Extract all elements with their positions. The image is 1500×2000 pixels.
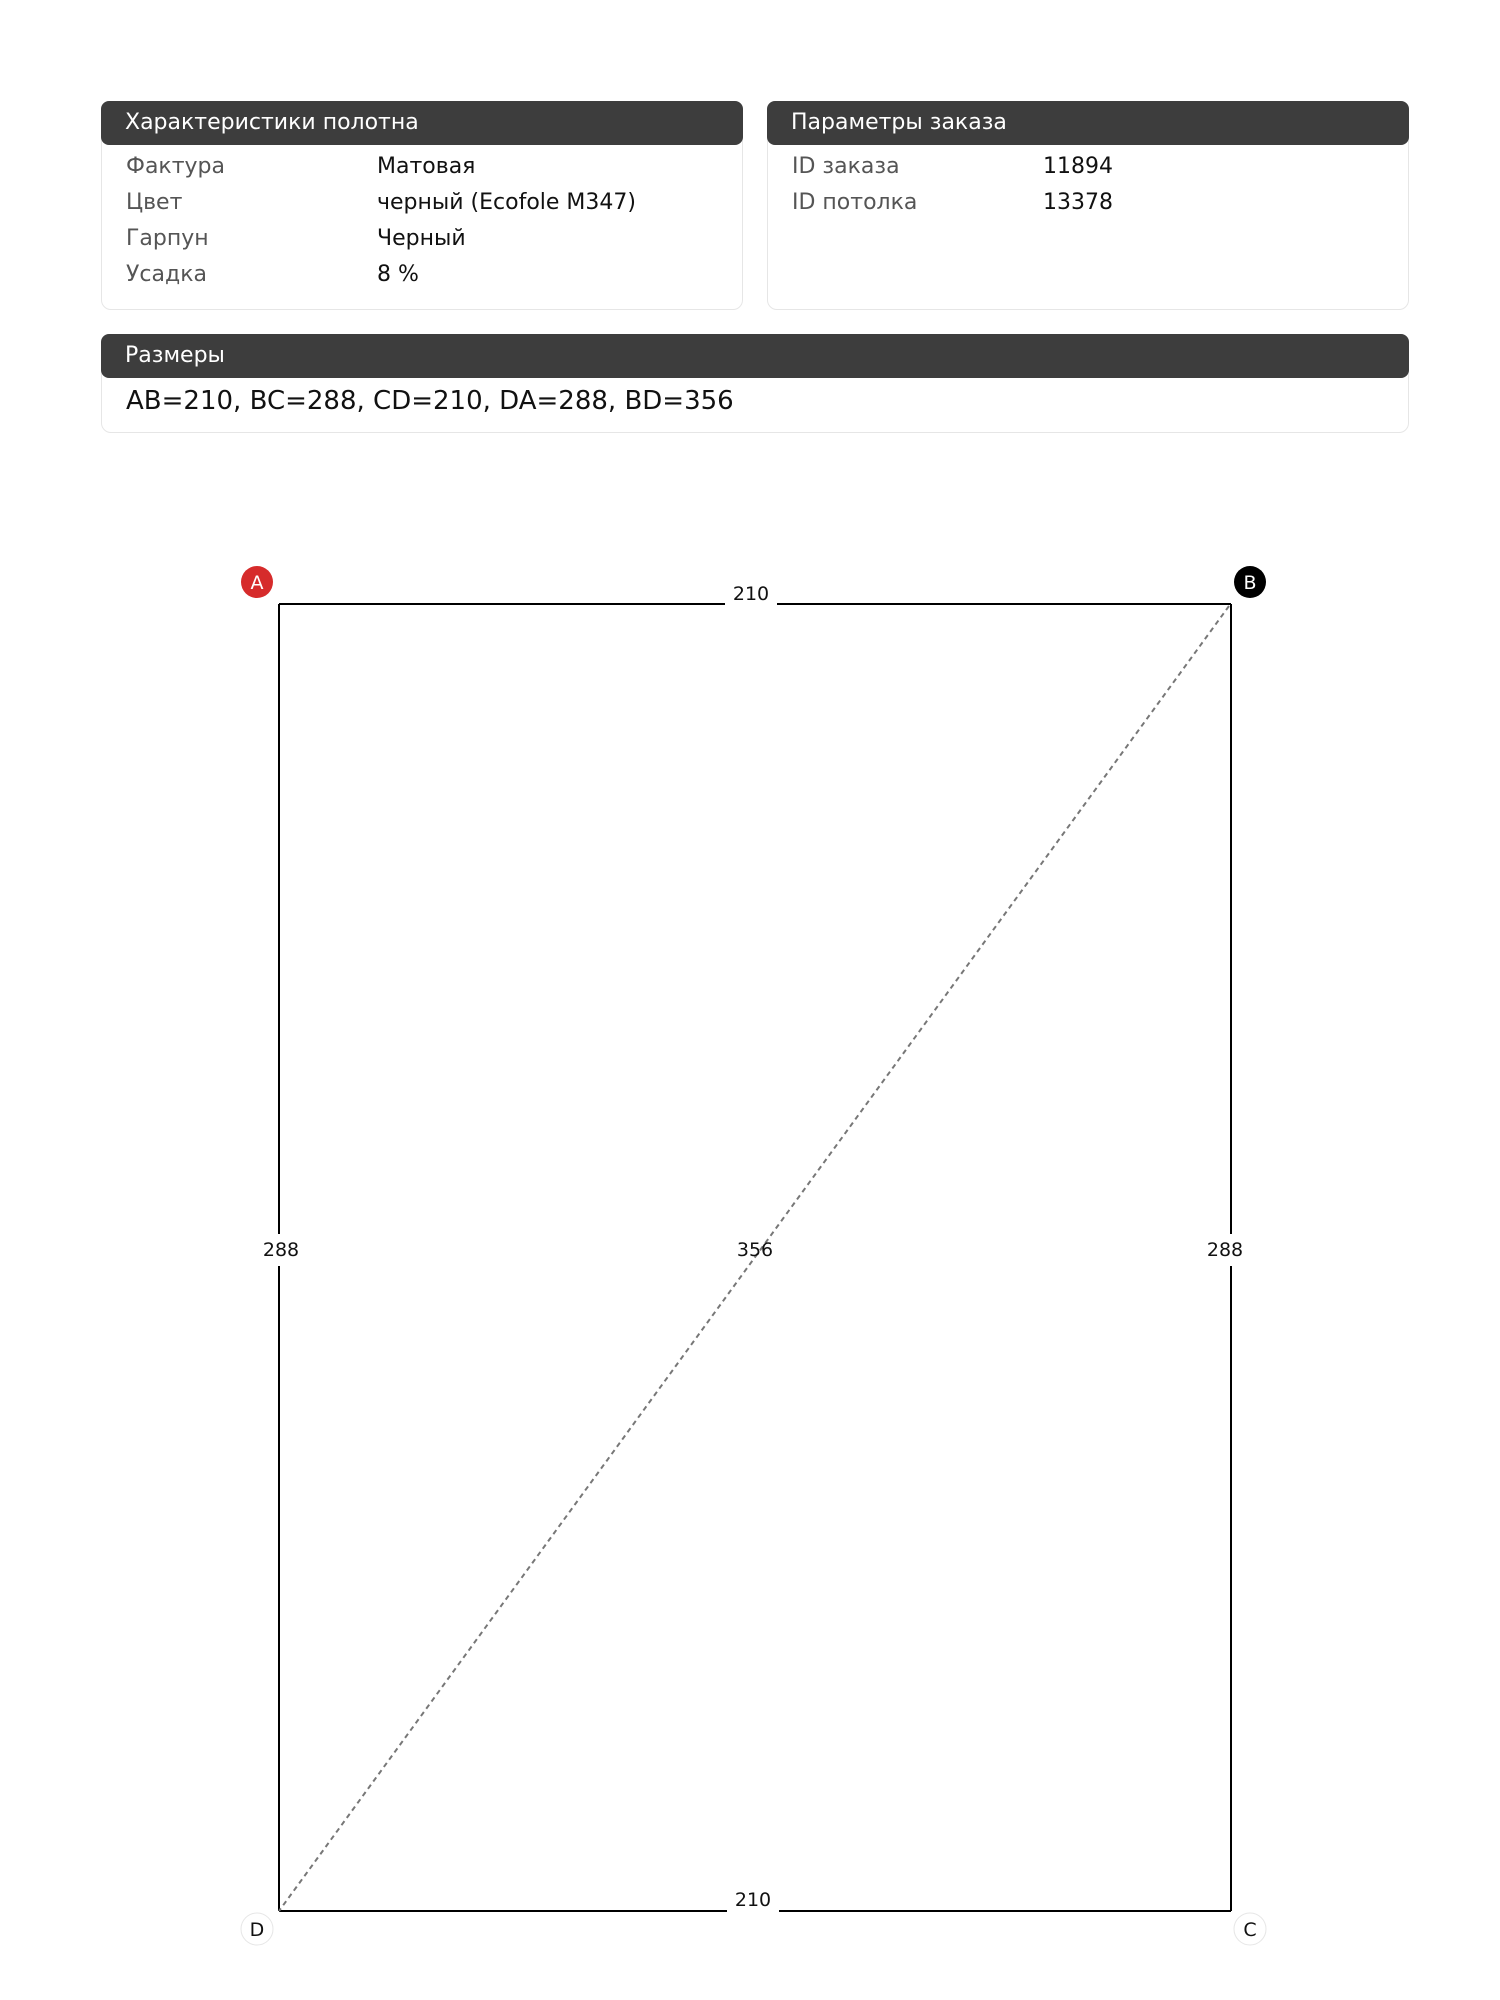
- corner-d-label: D: [249, 1919, 265, 1941]
- dimension-cd: 210: [734, 1889, 772, 1911]
- corner-c-label: C: [1243, 1919, 1257, 1941]
- dimension-da: 288: [262, 1239, 300, 1261]
- texture-value: Матовая: [377, 154, 476, 179]
- corner-b: [1234, 566, 1266, 598]
- corner-a: [241, 566, 273, 598]
- dimension-ab: 210: [732, 583, 770, 605]
- dimension-bd: 356: [736, 1239, 774, 1261]
- corner-a-label: A: [250, 572, 264, 594]
- texture-label: Фактура: [126, 154, 225, 179]
- sizes-title: Размеры: [101, 334, 1409, 378]
- corner-b-label: B: [1243, 572, 1257, 594]
- ceiling-id-label: ID потолка: [792, 190, 918, 215]
- corner-c: [1234, 1913, 1266, 1945]
- order-parameters-title: Параметры заказа: [767, 101, 1409, 145]
- shrinkage-label: Усадка: [126, 262, 207, 287]
- harpoon-value: Черный: [377, 226, 466, 251]
- harpoon-label: Гарпун: [126, 226, 209, 251]
- color-value: черный (Ecofole M347): [377, 190, 636, 215]
- shrinkage-value: 8 %: [377, 262, 419, 287]
- corner-d: [241, 1913, 273, 1945]
- color-label: Цвет: [126, 190, 183, 215]
- sizes-text: AB=210, BC=288, CD=210, DA=288, BD=356: [126, 386, 734, 416]
- canvas-characteristics-title: Характеристики полотна: [101, 101, 743, 145]
- order-id-value: 11894: [1043, 154, 1113, 179]
- ceiling-id-value: 13378: [1043, 190, 1113, 215]
- order-id-label: ID заказа: [792, 154, 900, 179]
- dimension-bc: 288: [1206, 1239, 1244, 1261]
